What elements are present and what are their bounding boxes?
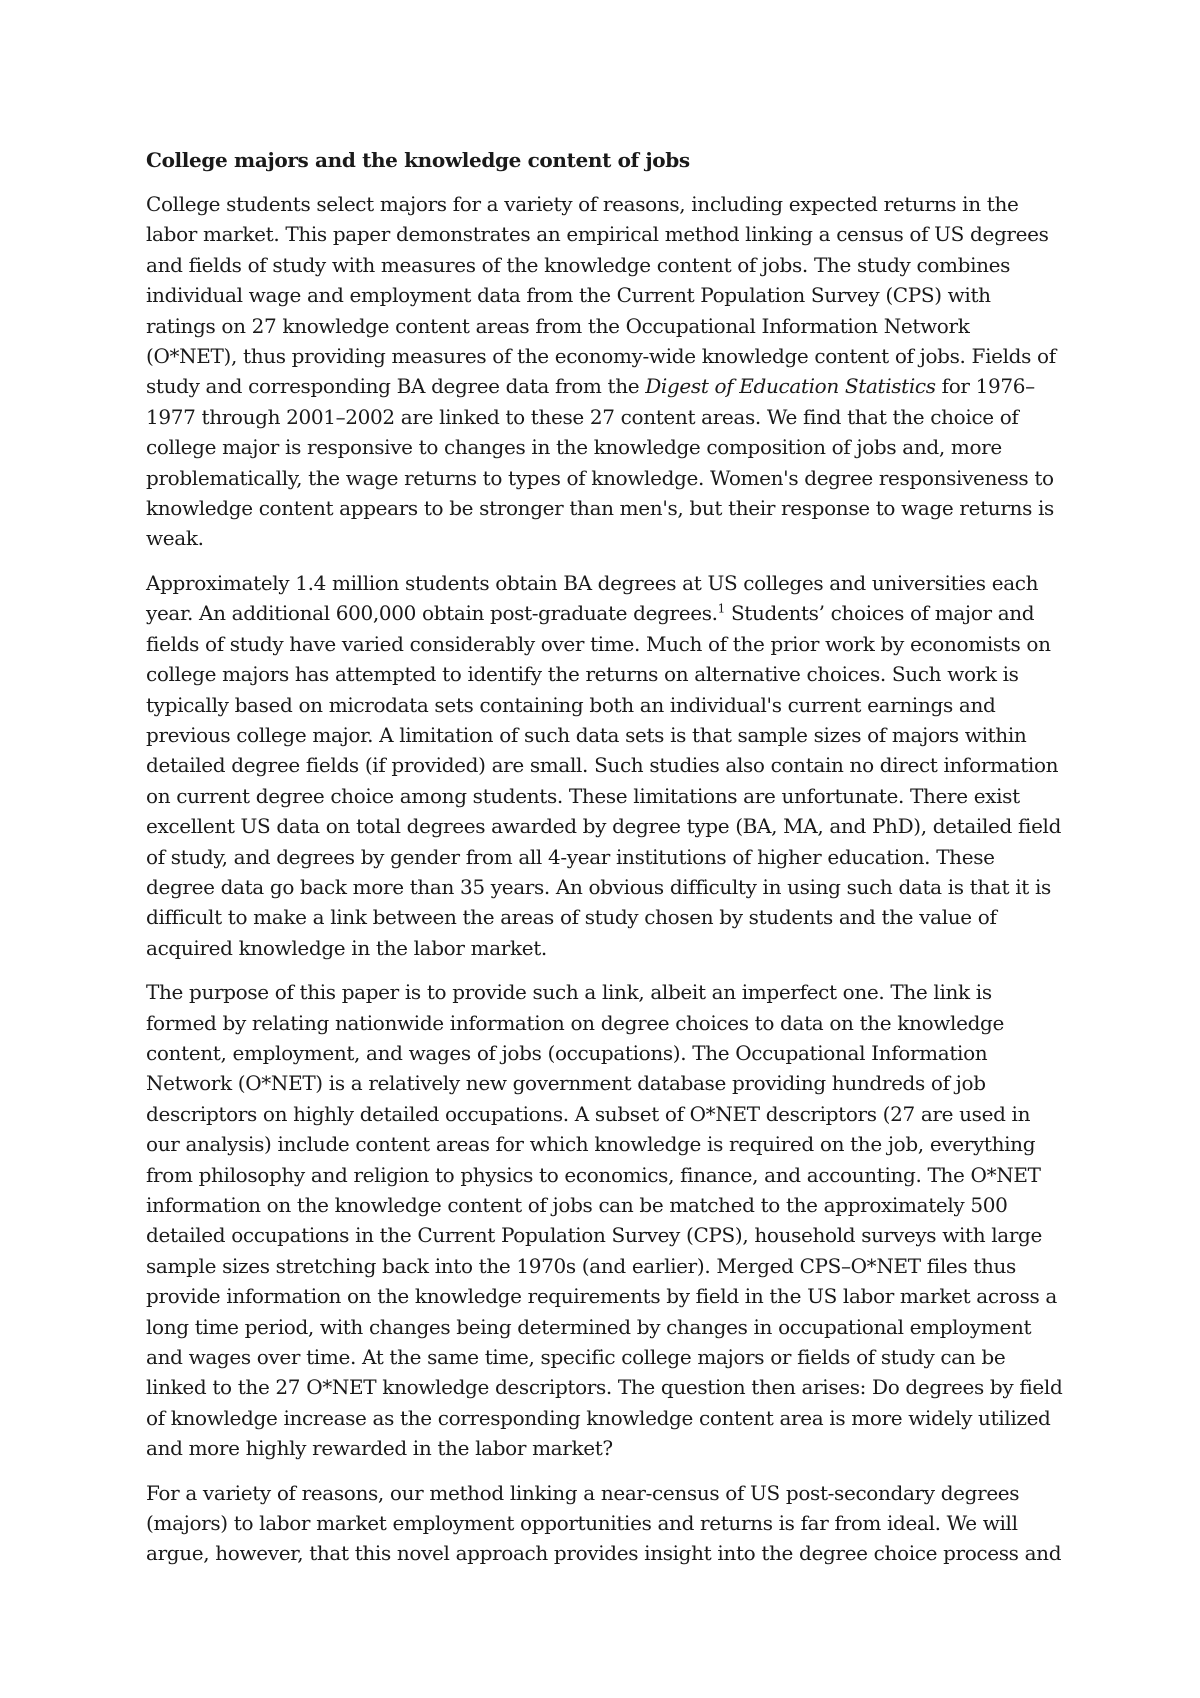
footnote-marker[interactable]: 1	[717, 601, 725, 616]
document-title: College majors and the knowledge content of jobs	[146, 148, 690, 172]
body-paragraph-2	[146, 568, 1066, 963]
document-body	[146, 145, 1066, 1583]
abstract-text-2: for 1976–1977 through 2001–2002 are linked to these 27 content areas. We find that the choice of college major is responsive to changes in the knowledge composition of jobs and, more problematically, the wage returns to types of knowledge. Women's degree responsiveness to knowledge content appears to be stronger than men's, but their response to wage returns is weak.	[146, 374, 1054, 551]
body-paragraph-4: For a variety of reasons, our method linking a near-census of US post-secondary degrees (majors) to labor market employment opportunities and returns is far from ideal. We will argue, however, that this novel approach provides insight into the degree choice process and	[146, 1480, 1062, 1566]
abstract-paragraph	[146, 189, 1066, 554]
paragraph-2-text-2: Students’ choices of major and fields of study have varied considerably over time. Much of the prior work by economists on college majors has attempted to identify the returns on alternative choices. Such work is typically based on microdata sets containing both an individual's current earnings and previous college major. A limitation of such data sets is that sample sizes of majors within detailed degree fields (if provided) are small. Such studies also contain no direct information on current degree choice among students. These limitations are unfortunate. There exist excellent US data on total degrees awarded by degree type (BA, MA, and PhD), detailed field of study, and degrees by gender from all 4-year institutions of higher education. These degree data go back more than 35 years. An obvious difficulty in using such data is that it is difficult to make a link between the areas of study chosen by students and the value of acquired knowledge in the labor market.	[146, 601, 1062, 960]
abstract-italic-title: Digest of Education Statistics	[645, 374, 936, 399]
body-paragraph-3: The purpose of this paper is to provide such a link, albeit an imperfect one. The link is formed by relating nationwide information on degree choices to data on the knowledge content, employment, and wages of jobs (occupations). The Occupational Information Network (O*NET) is a relatively new government database providing hundreds of job descriptors on highly detailed occupations. A subset of O*NET descriptors (27 are used in our analysis) include content areas for which knowledge is required on the job, everything from philosophy and religion to physics to economics, finance, and accounting. The O*NET information on the knowledge content of jobs can be matched to the approximately 500 detailed occupations in the Current Population Survey (CPS), household surveys with large sample sizes stretching back into the 1970s (and earlier). Merged CPS–O*NET files thus provide information on the knowledge requirements by field in the US labor market across a long time period, with changes being determined by changes in occupational employment and wages over time. At the same time, specific college majors or fields of study can be linked to the 27 O*NET knowledge descriptors. The question then arises: Do degrees by field of knowledge increase as the corresponding knowledge content area is more widely utilized and more highly rewarded in the labor market?	[146, 980, 1063, 1461]
paragraph-2-text-1: Approximately 1.4 million students obtain BA degrees at US colleges and universities each year. An additional 600,000 obtain post-graduate degrees.	[146, 570, 1039, 626]
abstract-text-1: College students select majors for a variety of reasons, including expected returns in the labor market. This paper demonstrates an empirical method linking a census of US degrees and fields of study with measures of the knowledge content of jobs. The study combines individual wage and employment data from the Current Population Survey (CPS) with ratings on 27 knowledge content areas from the Occupational Information Network (O*NET), thus providing measures of the economy-wide knowledge content of jobs. Fields of study and corresponding BA degree data from the	[146, 192, 1056, 399]
